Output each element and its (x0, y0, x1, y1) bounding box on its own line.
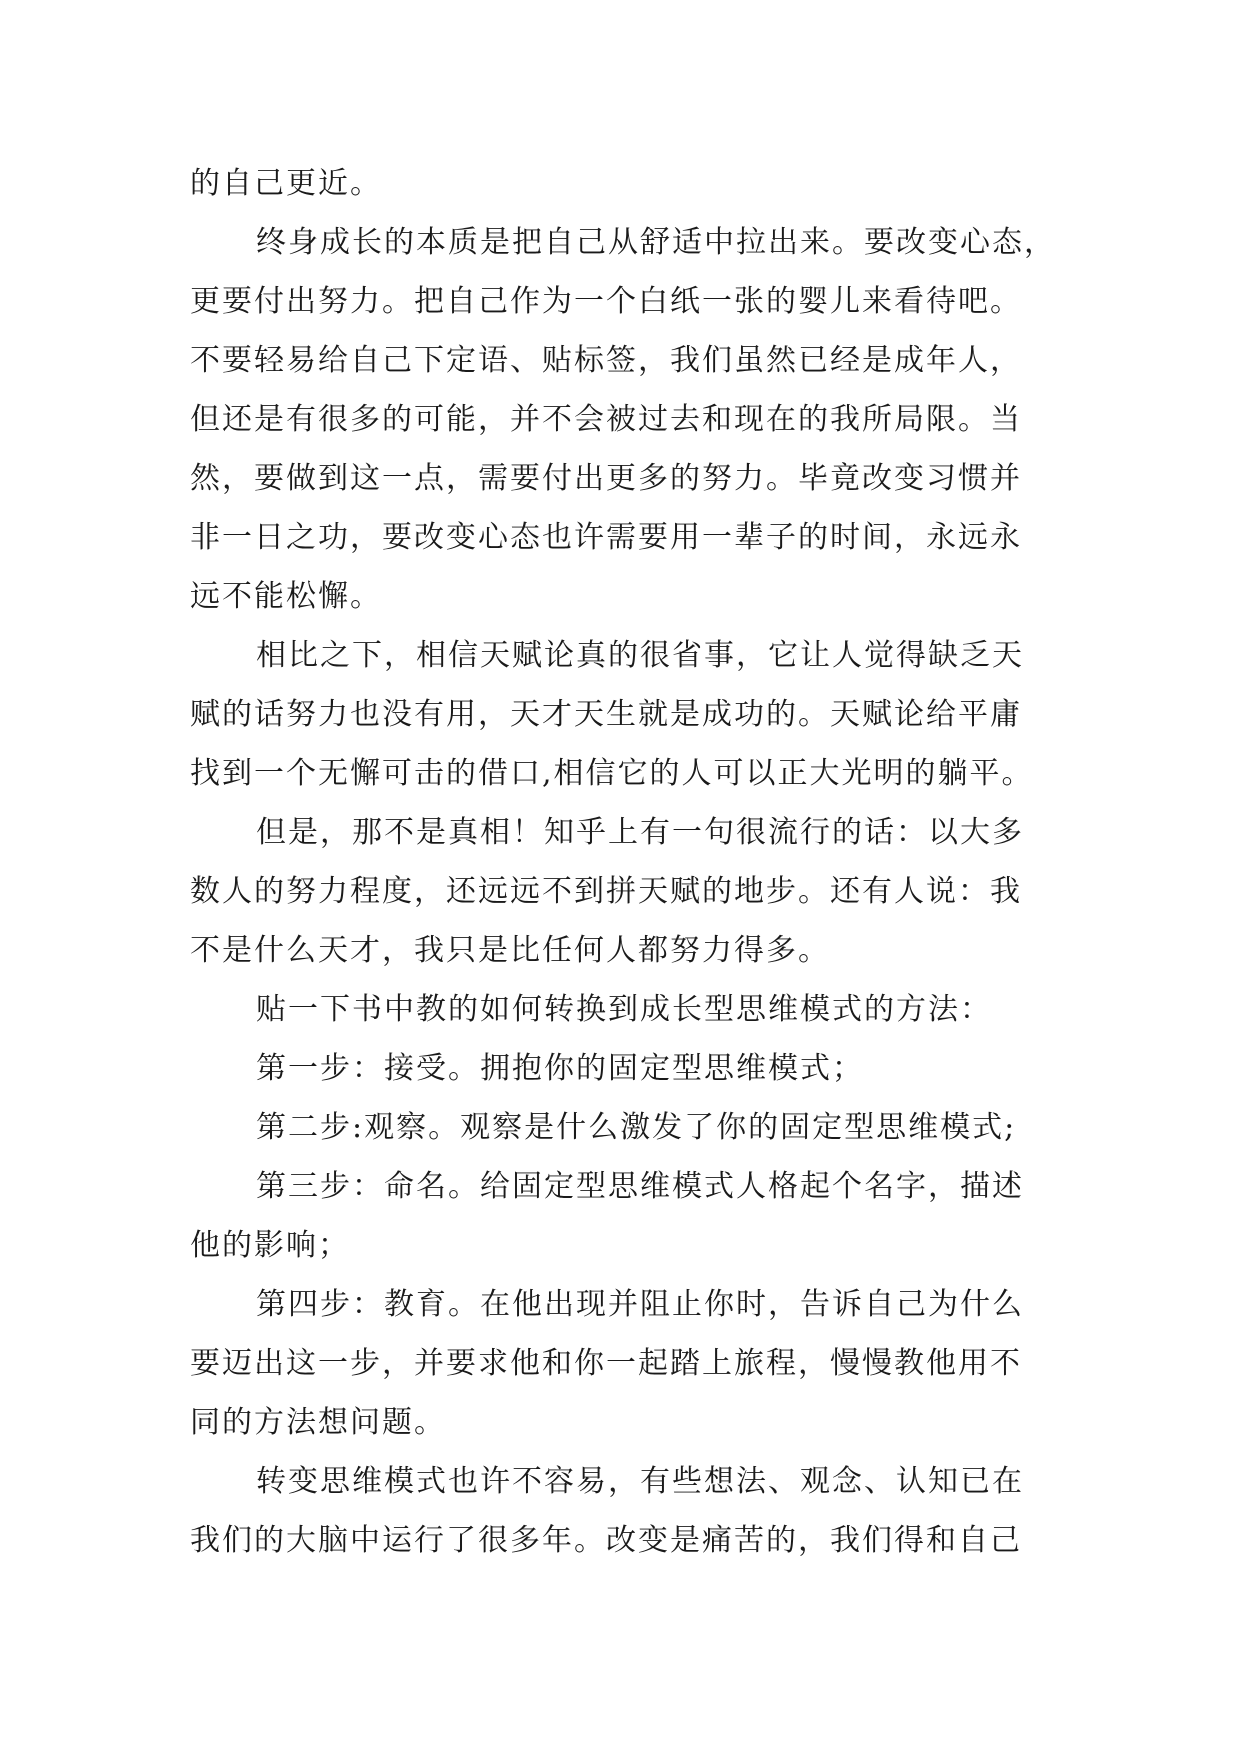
text-line: 远不能松懈。 (190, 579, 382, 614)
text-line: 第四步：教育。在他出现并阻止你时，告诉自己为什么 (256, 1287, 1024, 1322)
text-line: 我们的大脑中运行了很多年。改变是痛苦的，我们得和自己 (190, 1523, 1022, 1558)
text-line: 但是，那不是真相！知乎上有一句很流行的话：以大多 (256, 815, 1024, 850)
text-line: 找到一个无懈可击的借口,相信它的人可以正大光明的躺平。 (190, 756, 1034, 791)
text-line: 数人的努力程度，还远远不到拼天赋的地步。还有人说：我 (190, 874, 1022, 909)
text-line: 相比之下，相信天赋论真的很省事，它让人觉得缺乏天 (256, 638, 1024, 673)
text-line: 要迈出这一步，并要求他和你一起踏上旅程，慢慢教他用不 (190, 1346, 1022, 1381)
text-line: 不要轻易给自己下定语、贴标签，我们虽然已经是成年人， (190, 343, 1022, 378)
text-line: 第二步:观察。观察是什么激发了你的固定型思维模式; (256, 1110, 1017, 1145)
text-line: 然，要做到这一点，需要付出更多的努力。毕竟改变习惯并 (190, 461, 1022, 496)
text-line: 更要付出努力。把自己作为一个白纸一张的婴儿来看待吧。 (190, 284, 1022, 319)
text-line: 第三步：命名。给固定型思维模式人格起个名字，描述 (256, 1169, 1024, 1204)
text-line: 同的方法想问题。 (190, 1405, 446, 1440)
body-text (190, 154, 1060, 1570)
text-line: 赋的话努力也没有用，天才天生就是成功的。天赋论给平庸 (190, 697, 1022, 732)
text-line: 终身成长的本质是把自己从舒适中拉出来。要改变心态， (256, 225, 1056, 260)
text-line: 他的影响； (190, 1228, 350, 1263)
text-line: 第一步：接受。拥抱你的固定型思维模式； (256, 1051, 864, 1086)
text-line: 转变思维模式也许不容易，有些想法、观念、认知已在 (256, 1464, 1024, 1499)
text-line: 非一日之功，要改变心态也许需要用一辈子的时间，永远永 (190, 520, 1022, 555)
text-line: 不是什么天才，我只是比任何人都努力得多。 (190, 933, 830, 968)
text-line: 贴一下书中教的如何转换到成长型思维模式的方法： (256, 992, 992, 1027)
text-line: 但还是有很多的可能，并不会被过去和现在的我所局限。当 (190, 402, 1022, 437)
text-line: 的自己更近。 (190, 166, 382, 201)
